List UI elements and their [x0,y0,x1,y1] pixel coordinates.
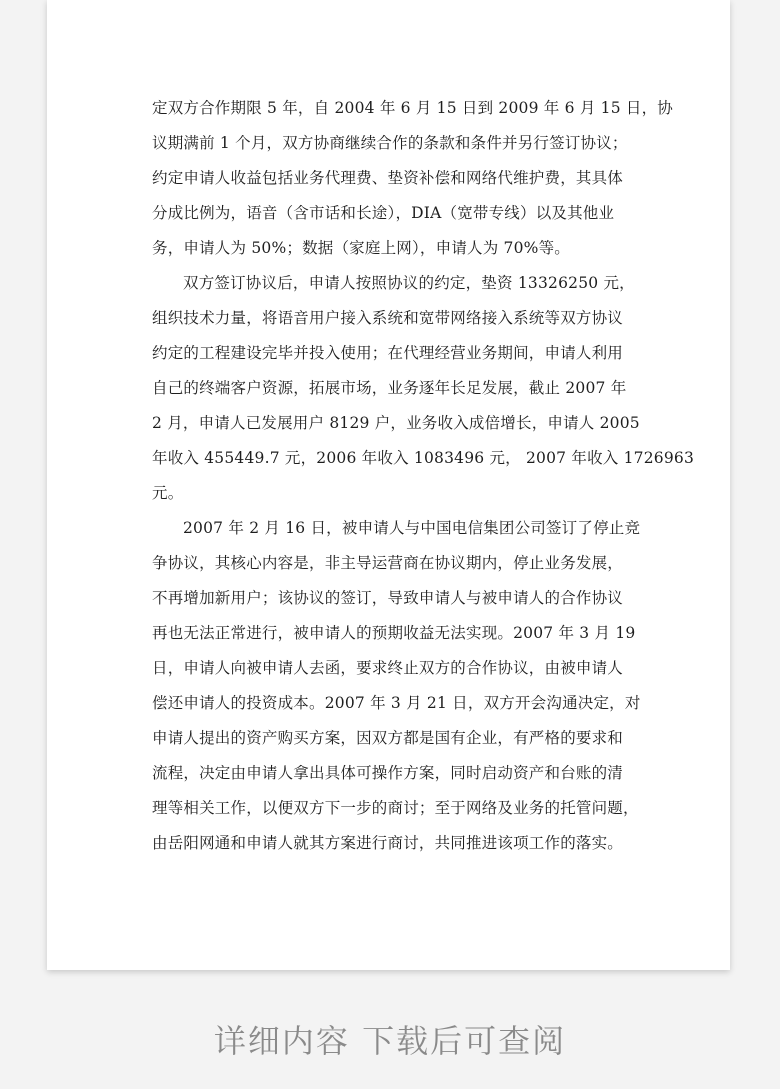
text-line: 由岳阳网通和申请人就其方案进行商讨，共同推进该项工作的落实。 [152,834,624,852]
text-line: 组织技术力量，将语音用户接入系统和宽带网络接入系统等双方协议 [152,309,624,327]
text-line: 争协议，其核心内容是，非主导运营商在协议期内，停止业务发展， [152,554,624,572]
text-line: 年收入 455449.7 元，2006 年收入 1083496 元， 2007 年收入 1726963 [152,449,695,467]
text-line: 2 月，申请人已发展用户 8129 户，业务收入成倍增长，申请人 2005 [152,414,640,432]
download-prompt-link[interactable]: 详细内容 下载后可查阅 [213,1022,567,1060]
paragraph-2 [152,266,695,511]
text-line: 流程，决定由申请人拿出具体可操作方案，同时启动资产和台账的清 [152,764,624,782]
text-line: 元。 [152,484,184,502]
text-line: 日，申请人向被申请人去函，要求终止双方的合作协议，由被申请人 [152,659,624,677]
text-line: 理等相关工作，以便双方下一步的商讨；至于网络及业务的托管问题， [152,799,639,817]
text-line: 议期满前 1 个月，双方协商继续合作的条款和条件并另行签订协议； [152,134,628,152]
text-line: 自己的终端客户资源，拓展市场，业务逐年长足发展，截止 2007 年 [152,379,627,397]
text-line: 约定申请人收益包括业务代理费、垫资补偿和网络代维护费，其具体 [152,169,624,187]
text-line: 再也无法正常进行，被申请人的预期收益无法实现。2007 年 3 月 19 [152,624,636,642]
text-line: 定双方合作期限 5 年，自 2004 年 6 月 15 日到 2009 年 6 月 15 日，协 [152,99,674,117]
text-line: 约定的工程建设完毕并投入使用；在代理经营业务期间，申请人利用 [152,344,624,362]
paragraph-3 [152,511,641,861]
text-line: 分成比例为，语音（含市话和长途），DIA（宽带专线）以及其他业 [152,204,615,222]
document-body [152,91,695,861]
paragraph-1 [152,91,674,266]
text-line: 务，申请人为 50%；数据（家庭上网），申请人为 70%等。 [152,239,571,257]
text-line: 申请人提出的资产购买方案，因双方都是国有企业，有严格的要求和 [152,729,624,747]
text-line: 2007 年 2 月 16 日，被申请人与中国电信集团公司签订了停止竞 [183,519,641,537]
document-page [47,0,730,970]
text-line: 偿还申请人的投资成本。2007 年 3 月 21 日，双方开会沟通决定，对 [152,694,641,712]
text-line: 双方签订协议后，申请人按照协议的约定，垫资 13326250 元， [183,274,635,292]
text-line: 不再增加新用户；该协议的签订，导致申请人与被申请人的合作协议 [152,589,624,607]
